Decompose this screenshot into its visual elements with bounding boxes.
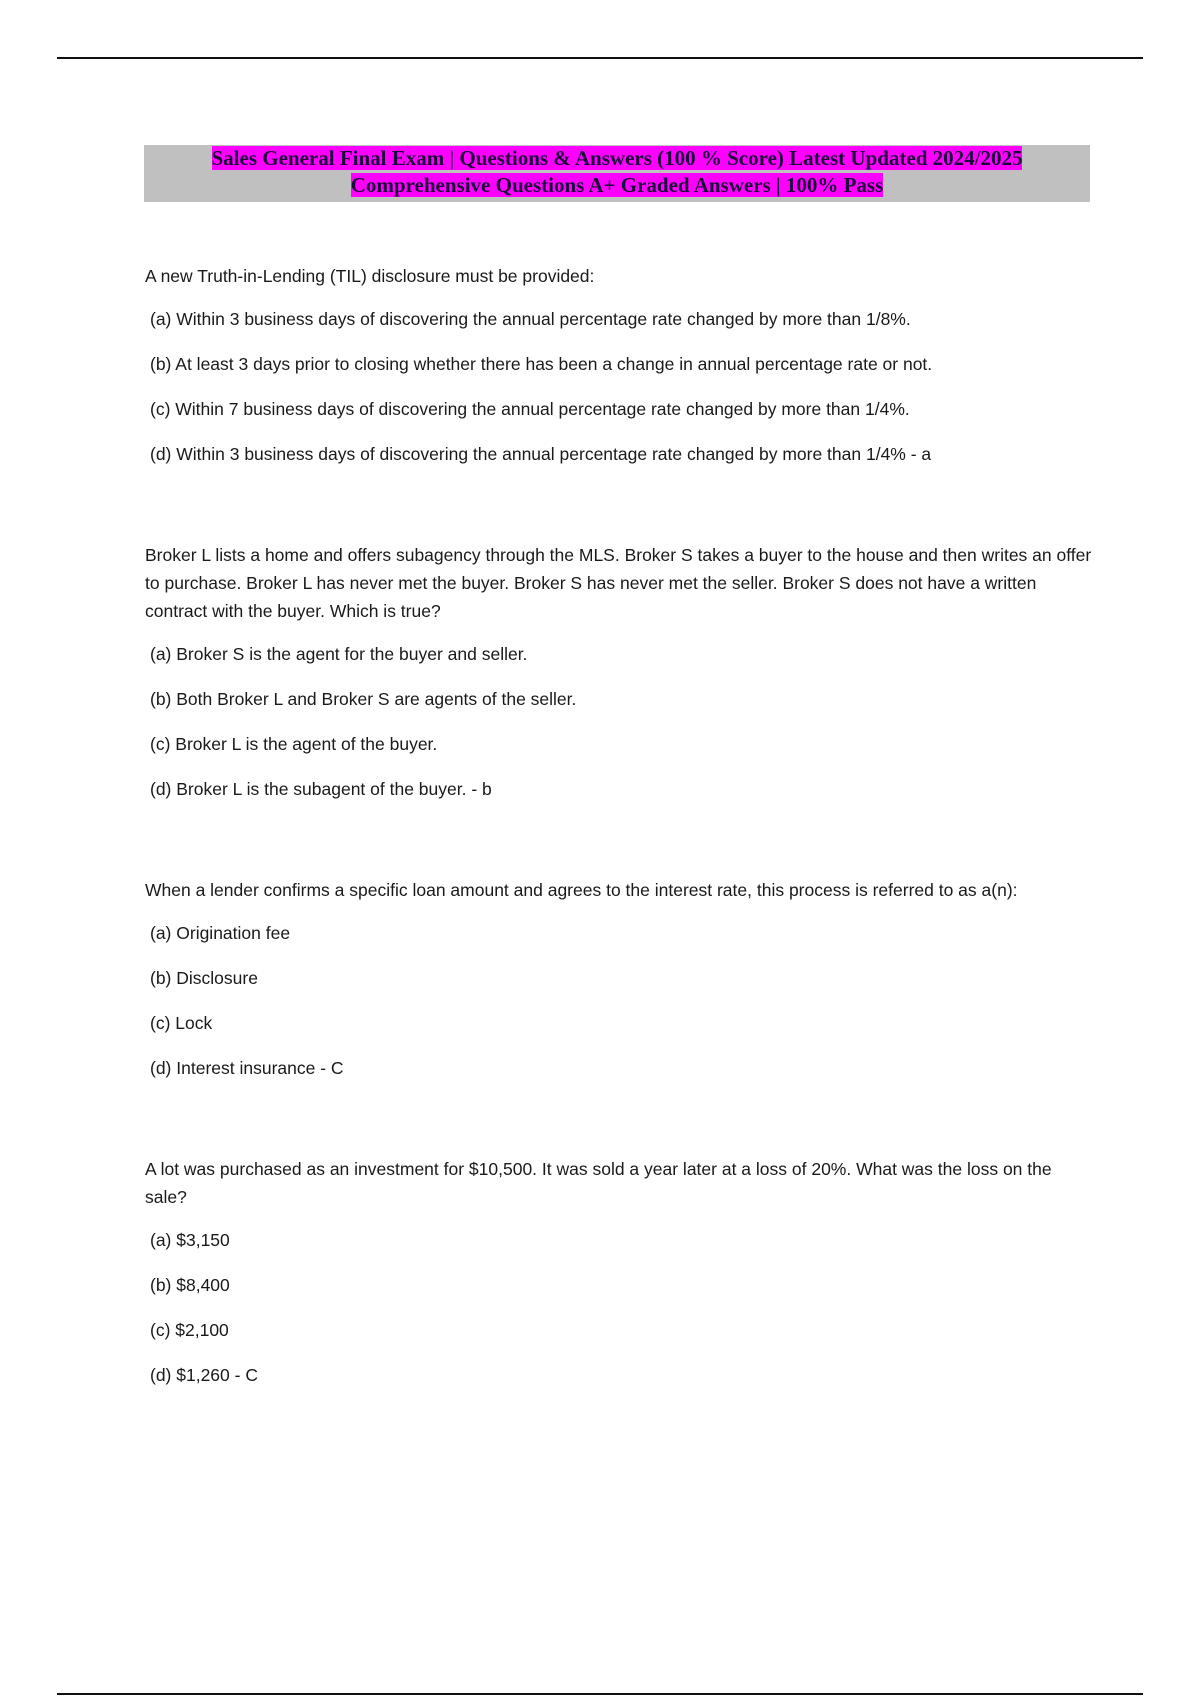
option: (b) $8,400	[150, 1275, 230, 1295]
question-block	[145, 541, 1095, 803]
option: (d) $1,260 - C	[150, 1365, 258, 1385]
option: (a) Broker S is the agent for the buyer and seller.	[150, 644, 528, 664]
option: (c) $2,100	[150, 1320, 229, 1340]
option: (b) At least 3 days prior to closing whether there has been a change in annual percentage rate or not.	[150, 354, 933, 374]
option: (c) Lock	[150, 1013, 213, 1033]
option: (b) Both Broker L and Broker S are agents of the seller.	[150, 689, 577, 709]
question-text: When a lender confirms a specific loan amount and agrees to the interest rate, this process is referred to as a(n):	[145, 880, 1018, 900]
option: (a) Within 3 business days of discovering the annual percentage rate changed by more than 1/8%.	[150, 309, 911, 329]
option: (b) Disclosure	[150, 968, 258, 988]
question-text: A lot was purchased as an investment for $10,500. It was sold a year later at a loss of 20%. What was the loss on the sale?	[145, 1159, 1052, 1207]
question-block	[145, 876, 1095, 1082]
title-line-2: Comprehensive Questions A+ Graded Answers | 100% Pass	[350, 173, 884, 197]
title-line-1: Sales General Final Exam | Questions & Answers (100 % Score) Latest Updated 2024/2025	[211, 146, 1023, 170]
bottom-rule	[57, 1693, 1143, 1695]
option: (a) $3,150	[150, 1230, 230, 1250]
option: (d) Broker L is the subagent of the buyer. - b	[150, 779, 492, 799]
option: (d) Within 3 business days of discovering the annual percentage rate changed by more than 1/4% - a	[150, 444, 932, 464]
question-text: A new Truth-in-Lending (TIL) disclosure must be provided:	[145, 266, 595, 286]
option: (a) Origination fee	[150, 923, 291, 943]
option: (c) Broker L is the agent of the buyer.	[150, 734, 438, 754]
option: (d) Interest insurance - C	[150, 1058, 344, 1078]
document-title	[144, 145, 1090, 202]
top-rule	[57, 57, 1143, 59]
question-block	[145, 262, 1095, 468]
questions-list	[145, 262, 1095, 1462]
option: (c) Within 7 business days of discovering the annual percentage rate changed by more than 1/4%.	[150, 399, 910, 419]
question-block	[145, 1155, 1095, 1389]
question-text: Broker L lists a home and offers subagency through the MLS. Broker S takes a buyer to the house and then writes an offer to purchase. Broker L has never met the buyer. Broker S has never met the seller. Broker S does not have a written contract with the buyer. Which is true?	[145, 545, 1092, 621]
